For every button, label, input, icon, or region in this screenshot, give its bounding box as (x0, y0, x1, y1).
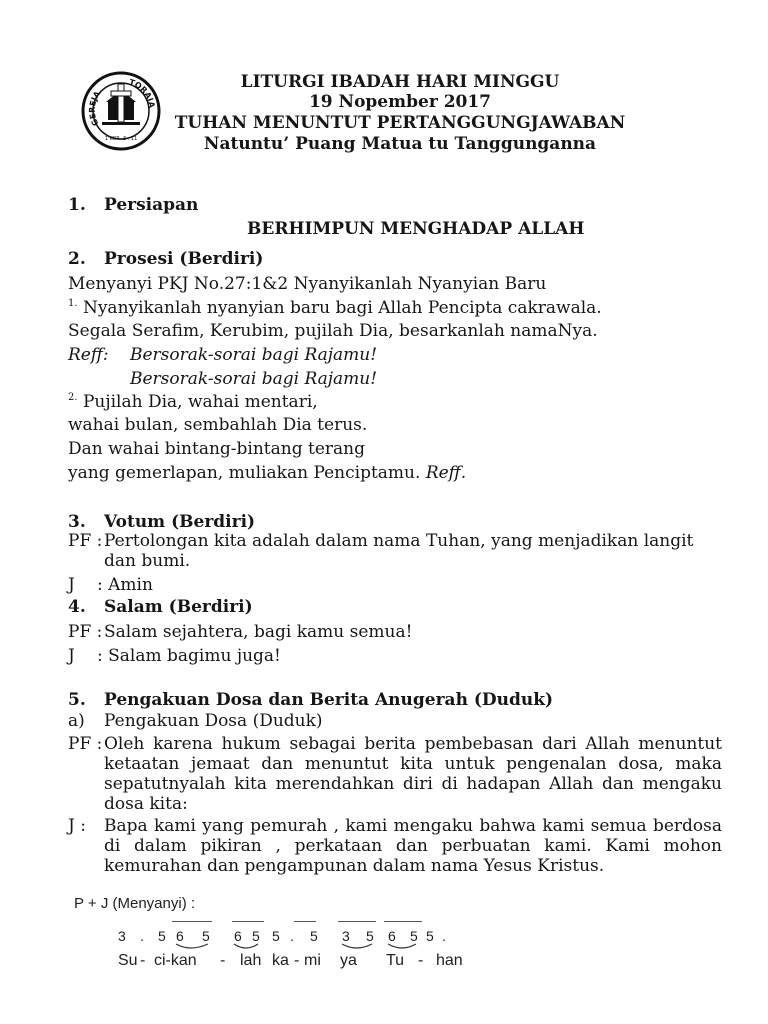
verse-text: yang gemerlapan, muliakan Penciptamu. (68, 463, 421, 483)
song-reference: Menyanyi PKJ No.27:1&2 Nyanyikanlah Nyanyian Baru (68, 274, 547, 294)
note: 5 (426, 928, 434, 944)
verse-text: Nyanyikanlah nyanyian baru bagi Allah Pencipta cakrawala. (82, 298, 602, 318)
note: 6 (388, 928, 396, 944)
lyric-syllable: han (436, 952, 463, 969)
note: 5 (158, 928, 166, 944)
salam-pf-text: Salam sejahtera, bagi kamu semua! (104, 622, 413, 642)
service-theme: TUHAN MENUNTUT PERTANGGUNGJAWABAN (174, 113, 626, 133)
note: . (140, 928, 144, 944)
note: 5 (410, 928, 418, 944)
lyric-syllable: - (140, 952, 146, 969)
lyric-syllable: - (294, 952, 300, 969)
lyric-syllable: lah (240, 952, 262, 969)
section-1-subtitle: BERHIMPUN MENGHADAP ALLAH (247, 219, 585, 239)
verse-number: 1. (68, 298, 78, 309)
logo-text-left: GEREJA (87, 89, 103, 128)
note: 5 (252, 928, 260, 944)
verse-2-line-2: wahai bulan, sembahlah Dia terus. (68, 415, 368, 435)
section-title: Salam (Berdiri) (104, 597, 253, 617)
section-number: 5. (68, 690, 86, 710)
section-1-heading (68, 195, 198, 215)
service-date: 19 Nopember 2017 (308, 92, 492, 112)
logo-text-right: TORAJA (127, 77, 157, 109)
verse-2-line-1 (68, 392, 318, 412)
subsection-title: Pengakuan Dosa (Duduk) (104, 711, 323, 731)
salam-j-text: : Salam bagimu juga! (97, 646, 281, 666)
verse-text: Pujilah Dia, wahai mentari, (82, 392, 318, 412)
section-4-heading (68, 597, 253, 617)
music-label: P + J (Menyanyi) : (74, 895, 196, 912)
reff-marker: Reff. (425, 463, 467, 483)
confession-j-text: Bapa kami yang pemurah , kami mengaku bahwa kami semua berdosa di dalam pikiran , perkataan dan perbuatan kami. Kami mohon kemurahan dan pengampunan dalam nama Yesus Kristus. (104, 816, 722, 876)
verse-1-line-2: Segala Serafim, Kerubim, pujilah Dia, besarkanlah namaNya. (68, 321, 598, 341)
lyric-syllable: Su (118, 952, 138, 969)
verse-number: 2. (68, 392, 78, 403)
slur (234, 944, 258, 948)
subsection-label: a) (68, 711, 85, 731)
slur (176, 944, 208, 948)
verse-2-line-3: Dan wahai bintang-bintang terang (68, 439, 365, 459)
lyric-syllable: - (220, 952, 226, 969)
section-number: 1. (68, 195, 86, 215)
reff-line-2: Bersorak-sorai bagi Rajamu! (130, 369, 378, 389)
lyric-syllable: ya (340, 952, 357, 969)
section-number: 4. (68, 597, 86, 617)
note: . (442, 928, 446, 944)
note: 5 (366, 928, 374, 944)
votum-j-text: : Amin (97, 575, 153, 595)
note-bar (338, 921, 376, 922)
note-bar (172, 921, 212, 922)
church-seal-icon (80, 70, 162, 152)
j-label: J : (68, 816, 86, 836)
slur-marks (0, 928, 768, 958)
lyric-syllable: Tu (386, 952, 405, 969)
music-notation (0, 928, 768, 978)
note: 5 (272, 928, 280, 944)
section-title: Persiapan (104, 195, 199, 215)
confession-pf-text: Oleh karena hukum sebagai berita pembebasan dari Allah menuntut ketaatan jemaat dan menuntut kita untuk pengenalan dosa, maka sepatutnyalah kita merendahkan diri di hadapan Allah dan mengaku dosa kita: (104, 734, 722, 814)
slur (342, 944, 372, 948)
logo-verse: 1 KOR. 3 : 11 (104, 136, 138, 142)
lyric-syllable: mi (304, 952, 321, 969)
note: 6 (234, 928, 242, 944)
lyric-syllable: ci-kan (154, 952, 197, 969)
pf-label: PF : (68, 622, 103, 642)
section-number: 2. (68, 249, 86, 269)
note: 3 (118, 928, 126, 944)
svg-text:GEREJA (88, 89, 103, 127)
slur (388, 944, 416, 948)
section-title: Prosesi (Berdiri) (104, 249, 264, 269)
note-bar (294, 921, 316, 922)
page-title: LITURGI IBADAH HARI MINGGU (240, 72, 560, 92)
section-5-heading (68, 690, 553, 710)
verse-1-line-1 (68, 298, 602, 318)
lyric-syllable: - (418, 952, 424, 969)
note-bar (232, 921, 264, 922)
pf-label: PF : (68, 734, 103, 754)
votum-pf-text: Pertolongan kita adalah dalam nama Tuhan, yang menjadikan langit dan bumi. (104, 531, 694, 571)
lyric-syllable: ka (272, 952, 289, 969)
section-title: Pengakuan Dosa dan Berita Anugerah (Duduk) (104, 690, 554, 710)
church-logo (80, 70, 162, 152)
note: 5 (202, 928, 210, 944)
j-label: J (68, 575, 75, 595)
note-bar (384, 921, 422, 922)
section-3-heading (68, 512, 255, 532)
section-number: 3. (68, 512, 86, 532)
reff-label: Reff: (68, 345, 109, 365)
pf-label: PF : (68, 531, 103, 551)
section-2-heading (68, 249, 263, 269)
note: 6 (176, 928, 184, 944)
section-title: Votum (Berdiri) (104, 512, 256, 532)
j-label: J (68, 646, 75, 666)
note: . (290, 928, 294, 944)
note: 5 (310, 928, 318, 944)
note: 3 (342, 928, 350, 944)
reff-line-1: Bersorak-sorai bagi Rajamu! (130, 345, 378, 365)
service-theme-local: Natuntu’ Puang Matua tu Tanggunganna (203, 134, 597, 154)
verse-2-line-4 (68, 463, 466, 483)
